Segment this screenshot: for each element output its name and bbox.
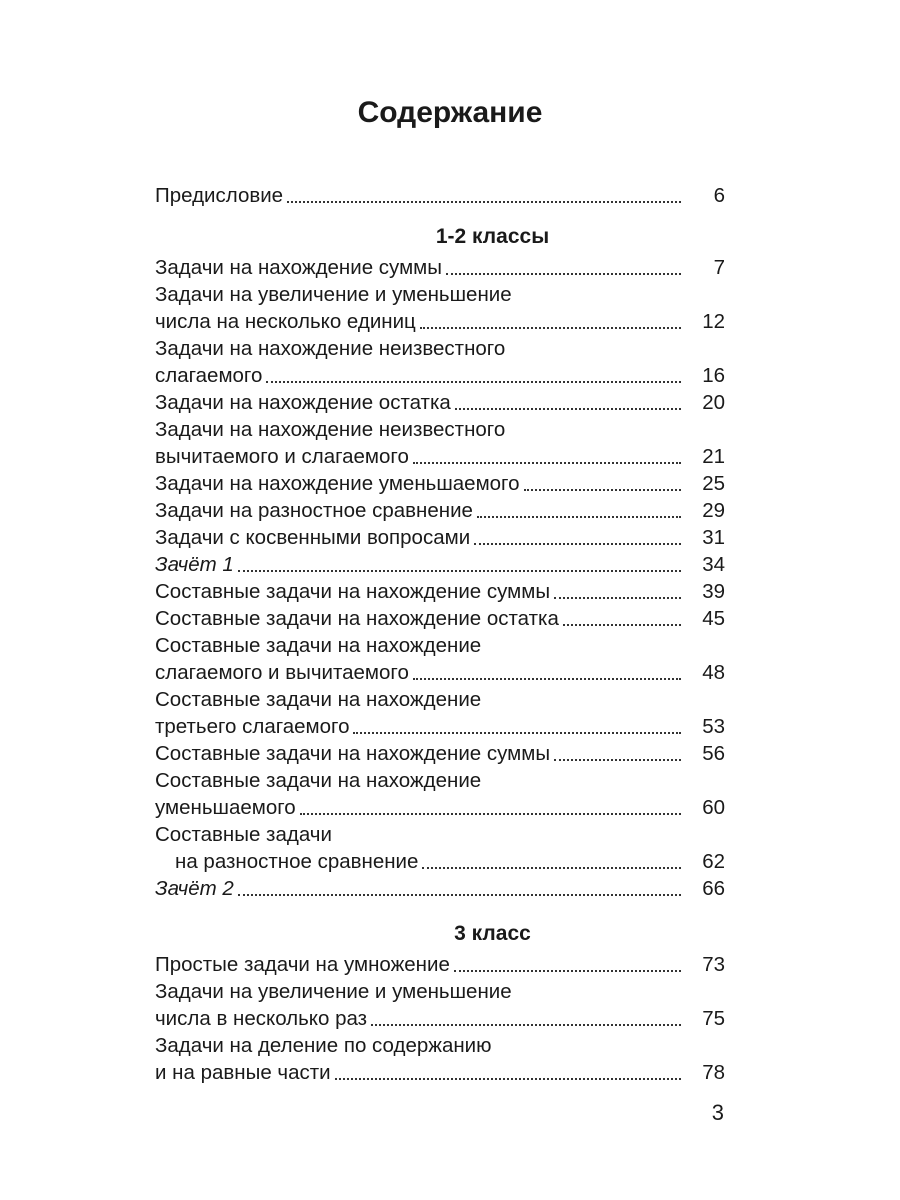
- toc-entry-text: Составные задачи: [155, 823, 332, 846]
- dot-leader: [238, 570, 681, 572]
- toc-page-number: 7: [713, 256, 725, 279]
- toc-entry: [155, 470, 725, 497]
- toc-entry-text: вычитаемого и слагаемого: [155, 445, 409, 468]
- dot-leader: [413, 678, 681, 680]
- toc-entry-text: Задачи на разностное сравнение: [155, 499, 473, 522]
- toc-entry-text: на разностное сравнение: [175, 850, 419, 873]
- toc-entry: [155, 416, 725, 470]
- toc-entry: [155, 281, 725, 335]
- toc-page-number: 21: [702, 445, 725, 468]
- toc-entry: [155, 578, 725, 605]
- toc-entry: [155, 767, 725, 821]
- dot-leader: [563, 624, 681, 626]
- toc-entry-text: Задачи на нахождение неизвестного: [155, 337, 506, 360]
- toc-entry: [155, 686, 725, 740]
- table-of-contents: [155, 182, 725, 1086]
- toc-page-number: 34: [702, 553, 725, 576]
- toc-page-number: 66: [702, 877, 725, 900]
- toc-entry: [155, 978, 725, 1032]
- toc-entry-text: Зачёт 2: [155, 877, 234, 900]
- toc-page-number: 39: [702, 580, 725, 603]
- page-title: Содержание: [357, 96, 543, 129]
- toc-entry-text: Составные задачи на нахождение остатка: [155, 607, 559, 630]
- dot-leader: [371, 1024, 681, 1026]
- toc-entry: [155, 389, 725, 416]
- toc-entry-text: Задачи на нахождение уменьшаемого: [155, 472, 520, 495]
- toc-entry-text: уменьшаемого: [155, 796, 296, 819]
- toc-entry-text: и на равные части: [155, 1061, 331, 1084]
- toc-page-number: 56: [702, 742, 725, 765]
- toc-entry-text: Задачи на нахождение суммы: [155, 256, 442, 279]
- dot-leader: [524, 489, 682, 491]
- toc-entry: [155, 1032, 725, 1086]
- dot-leader: [554, 759, 681, 761]
- dot-leader: [554, 597, 681, 599]
- toc-entry: [155, 497, 725, 524]
- toc-entry-text: числа в несколько раз: [155, 1007, 368, 1030]
- toc-entry-text: Составные задачи на нахождение: [155, 634, 482, 657]
- dot-leader: [455, 408, 681, 410]
- toc-page-number: 78: [702, 1061, 725, 1084]
- dot-leader: [474, 543, 681, 545]
- toc-page-number: 48: [702, 661, 725, 684]
- dot-leader: [413, 462, 681, 464]
- toc-entry-text: Составные задачи на нахождение: [155, 688, 482, 711]
- toc-page-number: 45: [702, 607, 725, 630]
- toc-entry: [155, 182, 725, 209]
- section-heading: 1-2 классы: [435, 225, 550, 248]
- toc-page-number: 16: [702, 364, 725, 387]
- toc-entry-text: Задачи на деление по содержанию: [155, 1034, 492, 1057]
- toc-entry: [155, 605, 725, 632]
- toc-entry-text: Задачи на увеличение и уменьшение: [155, 980, 512, 1003]
- toc-entry: [155, 951, 725, 978]
- toc-page-number: 60: [702, 796, 725, 819]
- toc-entry-text: слагаемого и вычитаемого: [155, 661, 409, 684]
- toc-entry: [155, 875, 725, 902]
- toc-page-number: 31: [702, 526, 725, 549]
- toc-entry-text: Задачи на нахождение неизвестного: [155, 418, 506, 441]
- toc-entry-text: слагаемого: [155, 364, 263, 387]
- toc-entry-text: Задачи на увеличение и уменьшение: [155, 283, 512, 306]
- toc-entry-text: Составные задачи на нахождение суммы: [155, 742, 551, 765]
- section-heading: 3 класс: [454, 922, 531, 945]
- toc-page-number: 20: [702, 391, 725, 414]
- toc-entry-text: Зачёт 1: [155, 553, 234, 576]
- toc-page-number: 6: [713, 184, 725, 207]
- toc-entry: [155, 335, 725, 389]
- page-number: 3: [711, 1100, 724, 1125]
- dot-leader: [454, 970, 681, 972]
- toc-entry-text: Задачи на нахождение остатка: [155, 391, 451, 414]
- toc-entry-text: Составные задачи на нахождение: [155, 769, 482, 792]
- dot-leader: [238, 894, 681, 896]
- toc-entry-text: третьего слагаемого: [155, 715, 350, 738]
- toc-page-number: 73: [702, 953, 725, 976]
- dot-leader: [287, 201, 681, 203]
- dot-leader: [353, 732, 681, 734]
- toc-entry: [155, 821, 725, 875]
- dot-leader: [300, 813, 681, 815]
- dot-leader: [477, 516, 681, 518]
- toc-entry: [155, 551, 725, 578]
- toc-entry: [155, 740, 725, 767]
- toc-page-number: 75: [702, 1007, 725, 1030]
- toc-page-number: 53: [702, 715, 725, 738]
- dot-leader: [446, 273, 681, 275]
- toc-entry-text: числа на несколько единиц: [155, 310, 416, 333]
- dot-leader: [422, 867, 681, 869]
- toc-entry-text: Простые задачи на умножение: [155, 953, 450, 976]
- toc-entry: [155, 524, 725, 551]
- toc-entry: [155, 254, 725, 281]
- toc-page-number: 29: [702, 499, 725, 522]
- toc-page-number: 62: [702, 850, 725, 873]
- toc-entry-text: Предисловие: [155, 184, 284, 207]
- toc-page-number: 25: [702, 472, 725, 495]
- dot-leader: [420, 327, 681, 329]
- dot-leader: [266, 381, 681, 383]
- toc-entry-text: Задачи с косвенными вопросами: [155, 526, 471, 549]
- toc-entry: [155, 632, 725, 686]
- toc-page-number: 12: [702, 310, 725, 333]
- dot-leader: [335, 1078, 681, 1080]
- toc-entry-text: Составные задачи на нахождение суммы: [155, 580, 551, 603]
